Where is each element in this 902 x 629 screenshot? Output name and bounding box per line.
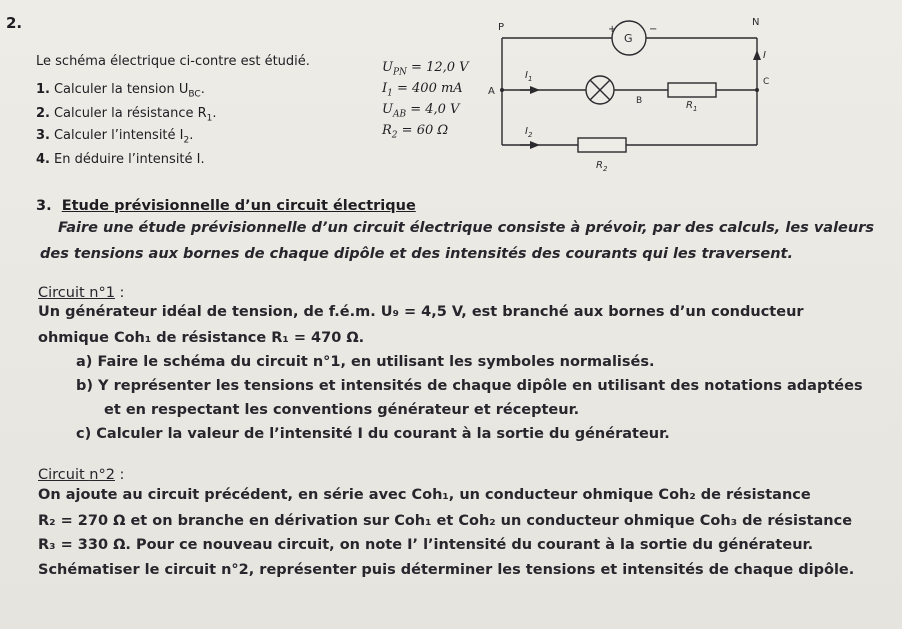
label-n: N	[752, 17, 760, 28]
data-uab: $U_{AB} = 4,0$ V	[382, 102, 460, 120]
circuit1-question-b-cont: et en respectant les conventions générateur et récepteur.	[104, 402, 580, 418]
question-4: 4. En déduire l’intensité I.	[36, 152, 205, 167]
question-number: 3.	[36, 128, 50, 143]
label-r1: $R_1$	[686, 100, 698, 113]
question-number: 1.	[36, 82, 50, 97]
resistor-r1	[668, 83, 716, 97]
arrow-i-icon	[753, 50, 761, 60]
section-title: 3. Etude prévisionnelle d’un circuit électrique	[36, 198, 416, 214]
circuit-diagram	[480, 8, 780, 183]
question-1: 1. Calculer la tension $U_{BC}$.	[36, 82, 205, 100]
question-number: 2.	[36, 106, 50, 121]
circuit1-question-a: a) Faire le schéma du circuit n°1, en utilisant les symboles normalisés.	[76, 354, 655, 370]
label-i1: $I_1$	[525, 70, 533, 83]
label-plus: +	[608, 24, 617, 35]
arrow-i1-icon	[530, 86, 540, 94]
data-upn: $U_{PN} = 12,0$ V	[382, 60, 469, 78]
label-r2: $R_2$	[596, 160, 608, 173]
circuit2-line-2: R₂ = 270 Ω et on branche en dérivation sur Coh₁ et Coh₂ un conducteur ohmique Coh₃ de résistance	[38, 513, 853, 529]
label-minus: −	[649, 24, 658, 35]
circuit1-line-1: Un générateur idéal de tension, de f.é.m. U₉ = 4,5 V, est branché aux bornes d’un conducteur	[38, 304, 804, 320]
circuit1-question-c: c) Calculer la valeur de l’intensité I du courant à la sortie du générateur.	[76, 426, 670, 442]
label-i: I	[763, 50, 766, 61]
label-b: B	[636, 96, 643, 106]
data-r2: $R_2 = 60$ Ω	[382, 123, 449, 141]
label-p: P	[498, 22, 505, 33]
circuit1-line-2: ohmique Coh₁ de résistance R₁ = 470 Ω.	[38, 330, 365, 346]
node-c	[755, 88, 759, 92]
question-3: 3. Calculer l’intensité $I_2$.	[36, 128, 194, 146]
exercise-number: 2.	[6, 14, 23, 32]
section-intro-line-1: Faire une étude prévisionnelle d’un circuit électrique consiste à prévoir, par des calculs, les valeurs	[58, 220, 874, 236]
arrow-i2-icon	[530, 141, 540, 149]
resistor-r2	[578, 138, 626, 152]
label-a: A	[488, 86, 495, 97]
section-intro-line-2: des tensions aux bornes de chaque dipôle et des intensités des courants qui les traversent.	[40, 246, 793, 262]
circuit2-line-1: On ajoute au circuit précédent, en série avec Coh₁, un conducteur ohmique Coh₂ de résistance	[38, 487, 811, 503]
circuit2-line-4: Schématiser le circuit n°2, représenter puis déterminer les tensions et intensités de chaque dipôle.	[38, 562, 855, 578]
circuit1-question-b: b) Y représenter les tensions et intensités de chaque dipôle en utilisant des notations adaptées	[76, 378, 863, 394]
question-number: 4.	[36, 152, 50, 167]
label-c: C	[763, 77, 770, 87]
circuit2-line-3: R₃ = 330 Ω. Pour ce nouveau circuit, on note I’ l’intensité du courant à la sortie du générateur.	[38, 537, 814, 553]
circuit1-heading: Circuit n°1 :	[38, 285, 125, 301]
exercise-intro: Le schéma électrique ci-contre est étudié.	[36, 54, 310, 69]
data-i1: $I_1 = 400$ mA	[382, 81, 463, 99]
circuit2-heading: Circuit n°2 :	[38, 467, 125, 483]
label-i2: $I_2$	[525, 126, 533, 139]
node-a	[500, 88, 504, 92]
question-2: 2. Calculer la résistance $R_1$.	[36, 106, 217, 124]
label-g: G	[624, 32, 633, 45]
